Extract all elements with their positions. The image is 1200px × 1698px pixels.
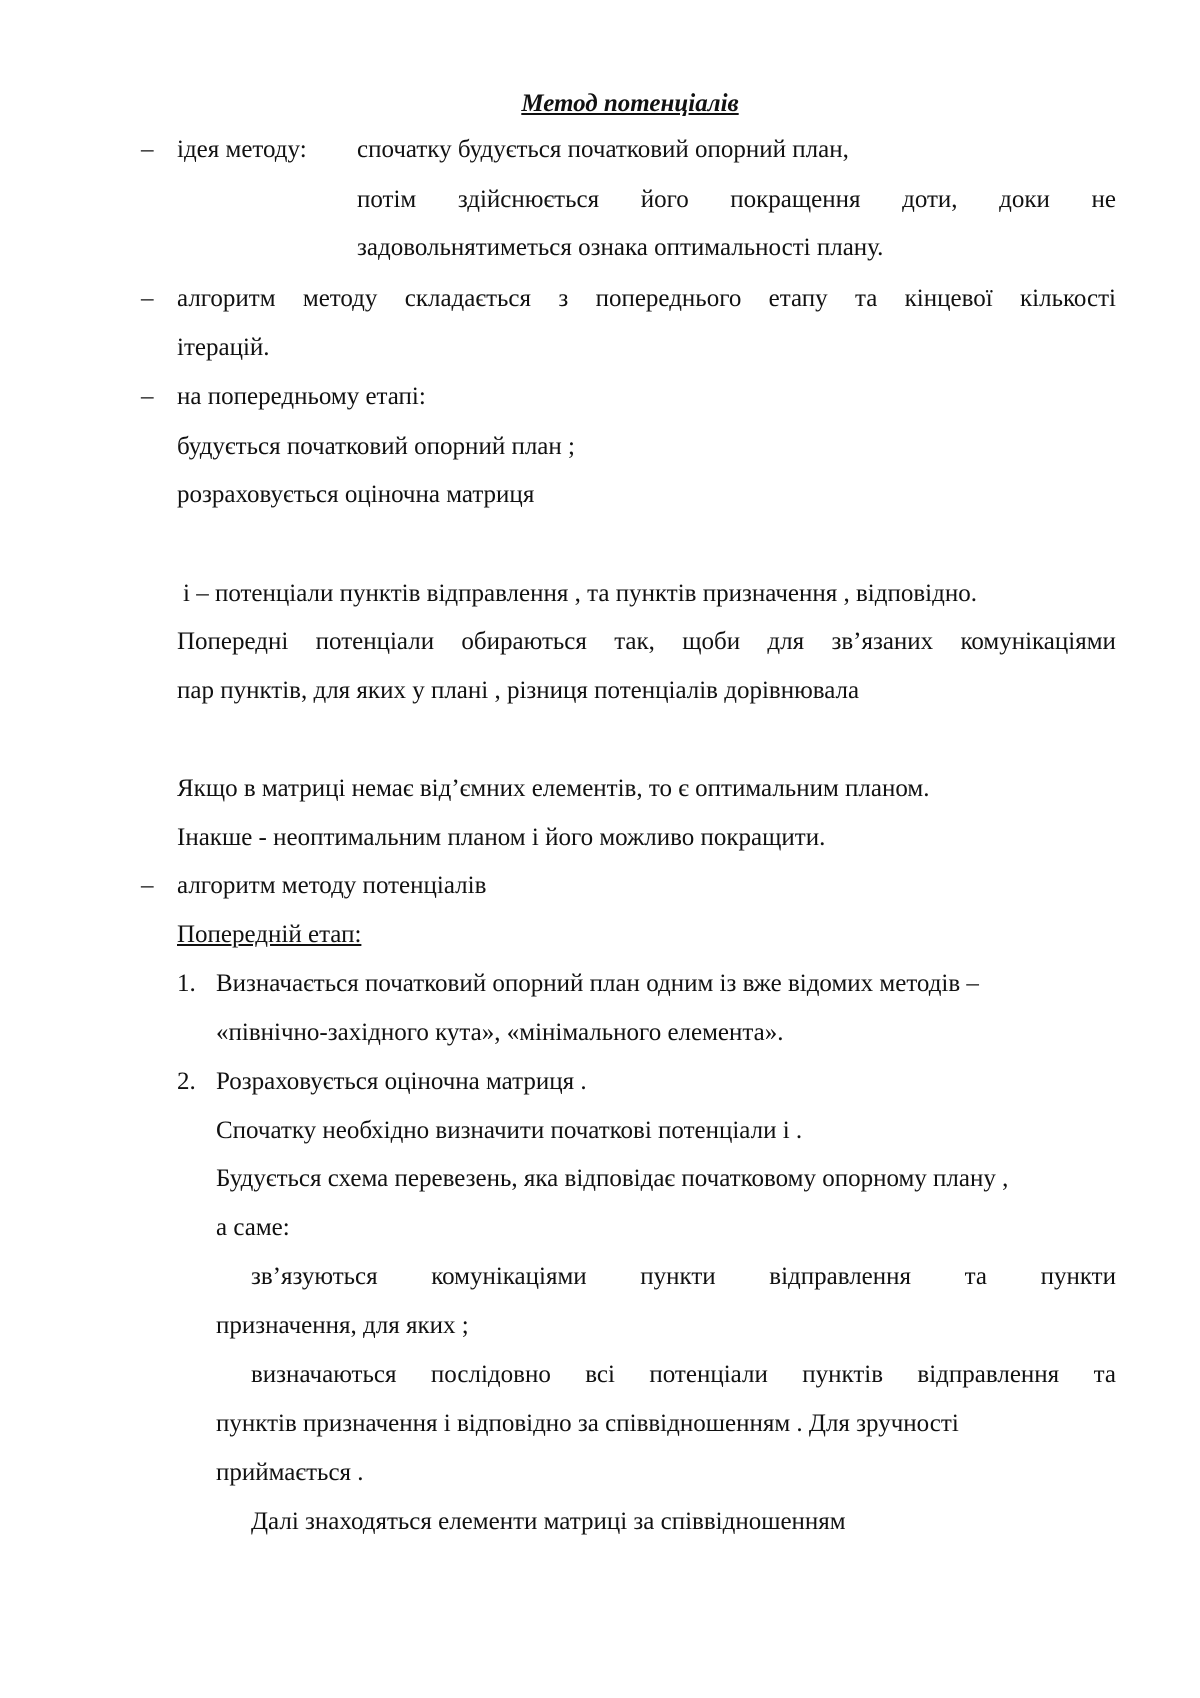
step-2-line-3: Будується схема перевезень, яка відповідає початковому опорному плану , xyxy=(216,1165,1009,1192)
word: так, xyxy=(614,628,655,655)
word: визначаються xyxy=(251,1361,397,1388)
word: потім xyxy=(357,186,417,213)
step-1-line-1: Визначається початковий опорний план одним із вже відомих методів – xyxy=(216,970,979,997)
word: пункти xyxy=(640,1263,716,1290)
word: методу xyxy=(302,285,378,312)
step-2-line-5 xyxy=(251,1261,1116,1293)
step-2-line-10: Далі знаходяться елементи матриці за співвідношенням xyxy=(251,1508,846,1535)
word: потенціали xyxy=(649,1361,768,1388)
prelim-item-2: розраховується оціночна матриця xyxy=(177,481,535,508)
prelim-item-1: будується початковий опорний план ; xyxy=(177,433,575,460)
word: покращення xyxy=(730,186,861,213)
word: обираються xyxy=(461,628,587,655)
word: та xyxy=(1093,1361,1116,1388)
optimal-line-2: Інакше - неоптимальним планом і його можливо покращити. xyxy=(177,824,826,851)
word: кількості xyxy=(1020,285,1116,312)
bullet-dash: – xyxy=(141,383,154,410)
word: комунікаціями xyxy=(431,1263,587,1290)
idea-line-3: задовольнятиметься ознака оптимальності плану. xyxy=(357,234,884,261)
step-1-number: 1. xyxy=(177,970,196,997)
optimal-line-1: Якщо в матриці немає від’ємних елементів, то є оптимальним планом. xyxy=(177,775,930,802)
word: доки xyxy=(999,186,1050,213)
step-2-line-2: Спочатку необхідно визначити початкові потенціали і . xyxy=(216,1117,803,1144)
word: для xyxy=(767,628,805,655)
potentials-line-3: пар пунктів, для яких у плані , різниця потенціалів дорівнювала xyxy=(177,677,860,704)
algo-intro-line-1 xyxy=(177,283,1116,315)
step-2-line-1: Розраховується оціночна матриця . xyxy=(216,1068,587,1095)
idea-label: ідея методу: xyxy=(177,136,307,163)
word: з xyxy=(558,285,569,312)
word: не xyxy=(1091,186,1116,213)
word: його xyxy=(640,186,689,213)
word: пункти xyxy=(1040,1263,1116,1290)
prelim-heading: на попередньому етапі: xyxy=(177,383,426,410)
potentials-line-2 xyxy=(177,626,1116,658)
word: зв’язаних xyxy=(831,628,934,655)
word: здійснюється xyxy=(457,186,600,213)
word: та xyxy=(854,285,878,312)
subheading-text: Попередній етап: xyxy=(177,921,362,948)
step-2-line-6: призначення, для яких ; xyxy=(216,1312,469,1339)
word: складається xyxy=(404,285,532,312)
word: кінцевої xyxy=(904,285,993,312)
word: попереднього xyxy=(595,285,742,312)
potentials-line-1: і – потенціали пунктів відправлення , та пунктів призначення , відповідно. xyxy=(183,580,977,607)
word: всі xyxy=(585,1361,615,1388)
word: алгоритм xyxy=(177,285,276,312)
word: відправлення xyxy=(769,1263,912,1290)
step-2-line-7 xyxy=(251,1359,1116,1391)
step-2-line-4: а саме: xyxy=(216,1214,290,1241)
step-1-line-2: «північно-західного кута», «мінімального елемента». xyxy=(216,1019,784,1046)
word: послідовно xyxy=(430,1361,551,1388)
word: зв’язуються xyxy=(251,1263,378,1290)
word: пунктів xyxy=(802,1361,883,1388)
step-2-line-8: пунктів призначення і відповідно за співвідношенням . Для зручності xyxy=(216,1410,959,1437)
idea-line-1: спочатку будується початковий опорний план, xyxy=(357,136,849,163)
word: Попередні xyxy=(177,628,289,655)
word: та xyxy=(964,1263,987,1290)
word: етапу xyxy=(768,285,828,312)
word: щоби xyxy=(682,628,741,655)
bullet-dash: – xyxy=(141,285,154,312)
page-title: Метод потенціалів xyxy=(521,90,739,117)
word: комунікаціями xyxy=(960,628,1116,655)
step-2-number: 2. xyxy=(177,1068,196,1095)
algorithm-heading: алгоритм методу потенціалів xyxy=(177,872,487,899)
step-2-line-9: приймається . xyxy=(216,1459,364,1486)
bullet-dash: – xyxy=(141,136,154,163)
word: потенціали xyxy=(315,628,435,655)
algo-intro-line-2: ітерацій. xyxy=(177,334,270,361)
bullet-dash: – xyxy=(141,872,154,899)
word: відправлення xyxy=(917,1361,1060,1388)
word: доти, xyxy=(902,186,958,213)
idea-line-2 xyxy=(357,184,1116,216)
algorithm-subheading xyxy=(177,919,361,951)
